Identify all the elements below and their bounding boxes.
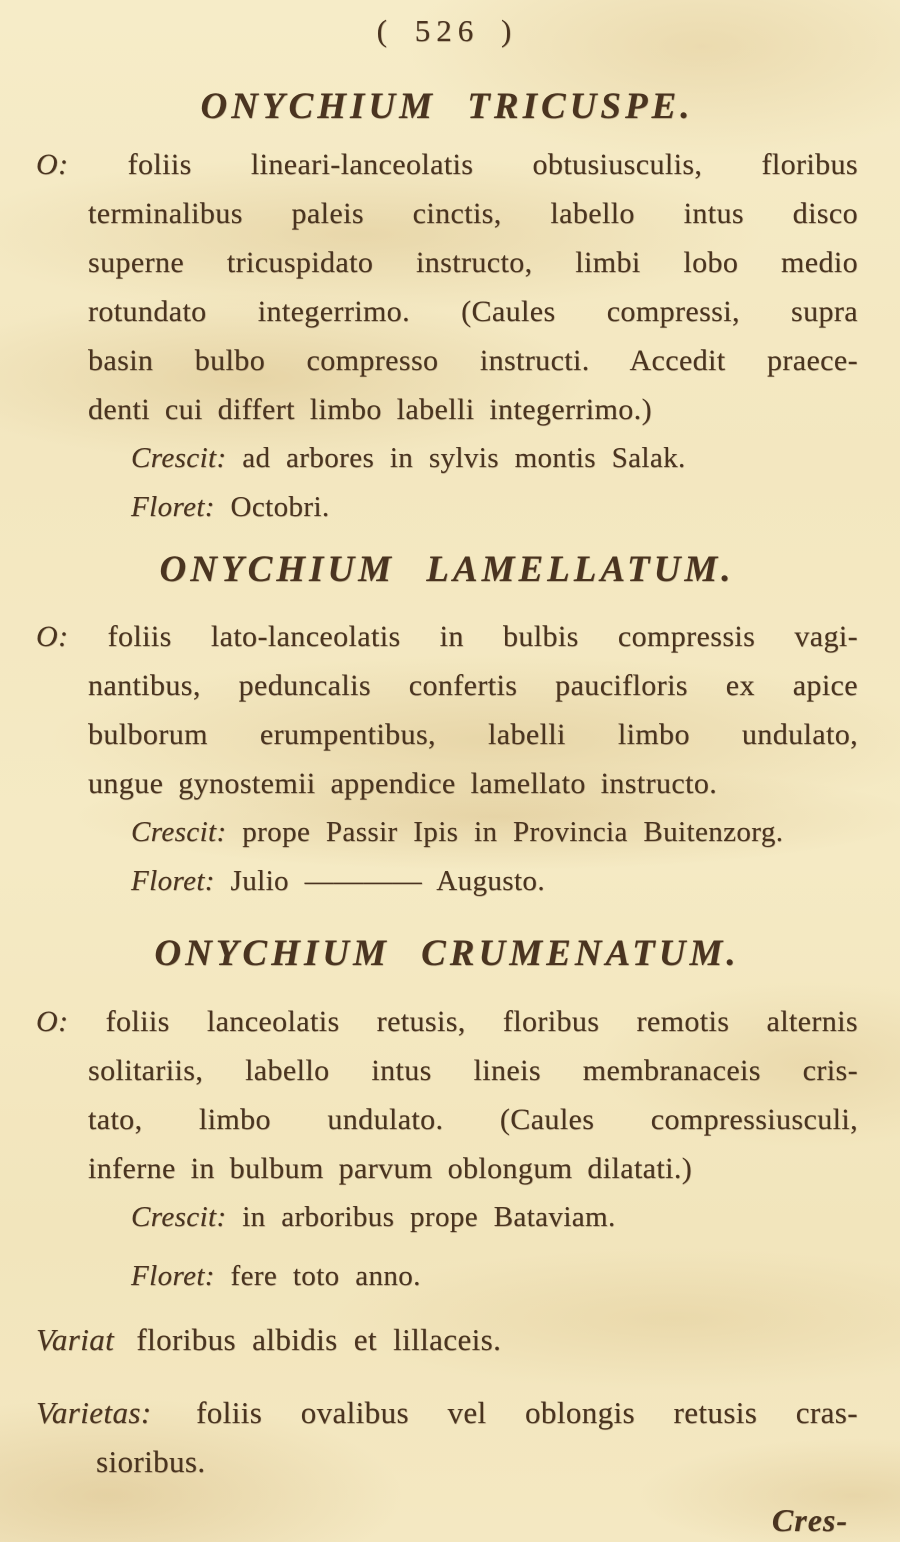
floret-label: Floret: [131,491,215,523]
varietas-line-continuation: sioribus. [96,1444,206,1479]
species-heading-crumenatum: ONYCHIUM CRUMENATUM. [154,933,740,974]
crescit-line-tricuspe [131,434,858,483]
catchword: Cres- [771,1502,848,1538]
floret-text: fere toto anno. [230,1260,421,1292]
diagnosis-line: bulborum erumpentibus, labelli limbo undulato, [88,718,858,751]
crescit-text: ad arbores in sylvis montis Salak. [242,442,686,474]
genus-abbrev: O: [36,1005,69,1038]
crescit-label: Crescit: [131,442,227,474]
diagnosis-line [36,612,858,661]
species-diagnosis-crumenatum [36,997,858,1193]
diagnosis-line: terminalibus paleis cinctis, labello intus disco [88,197,858,230]
floret-line-crumenatum [131,1252,858,1301]
diagnosis-line: denti cui differt limbo labelli integerrimo.) [88,393,652,426]
floret-label: Floret: [131,865,215,897]
crescit-label: Crescit: [131,1201,227,1233]
diagnosis-line [36,140,858,189]
diagnosis-line [36,997,858,1046]
crescit-line-lamellatum [131,808,858,857]
genus-abbrev: O: [36,620,69,653]
diagnosis-line: rotundato integerrimo. (Caules compressi, supra [88,295,858,328]
species-diagnosis-tricuspe [36,140,858,434]
varietas-line [36,1388,858,1437]
floret-label: Floret: [131,1260,215,1292]
diagnosis-text: foliis lanceolatis retusis, floribus remotis alternis [105,1005,858,1038]
varietas-note [36,1388,858,1486]
species-heading-lamellatum: ONYCHIUM LAMELLATUM. [159,549,735,590]
genus-abbrev: O: [36,148,69,181]
diagnosis-line: inferne in bulbum parvum oblongum dilatati.) [88,1152,693,1185]
varietas-text: foliis ovalibus vel oblongis retusis cras- [196,1395,858,1430]
diagnosis-line: tato, limbo undulato. (Caules compressiusculi, [88,1103,858,1136]
crescit-label: Crescit: [131,816,227,848]
diagnosis-line: basin bulbo compresso instructi. Accedit praece- [88,344,858,377]
floret-text: Julio ———— Augusto. [230,865,545,897]
floret-line-lamellatum [131,857,858,906]
species-diagnosis-lamellatum [36,612,858,808]
diagnosis-text: foliis lato-lanceolatis in bulbis compressis vagi- [107,620,858,653]
species-heading-tricuspe: ONYCHIUM TRICUSPE. [200,86,694,127]
variat-label: Variat [36,1322,115,1357]
diagnosis-line: superne tricuspidato instructo, limbi lobo medio [88,246,858,279]
page-number: ( 526 ) [376,13,518,48]
diagnosis-line: solitariis, labello intus lineis membranaceis cris- [88,1054,858,1087]
crescit-text: in arboribus prope Bataviam. [242,1201,616,1233]
varietas-label: Varietas: [36,1395,152,1430]
crescit-line-crumenatum [131,1193,858,1242]
diagnosis-line: nantibus, peduncalis confertis paucifloris ex apice [88,669,858,702]
floret-line-tricuspe [131,483,858,532]
floret-text: Octobri. [230,491,330,523]
diagnosis-line: ungue gynostemii appendice lamellato instructo. [88,767,718,800]
diagnosis-text: foliis lineari-lanceolatis obtusiusculis, floribus [127,148,858,181]
variat-text: floribus albidis et lillaceis. [136,1322,502,1357]
crescit-text: prope Passir Ipis in Provincia Buitenzorg. [242,816,784,848]
variat-note [36,1315,858,1364]
